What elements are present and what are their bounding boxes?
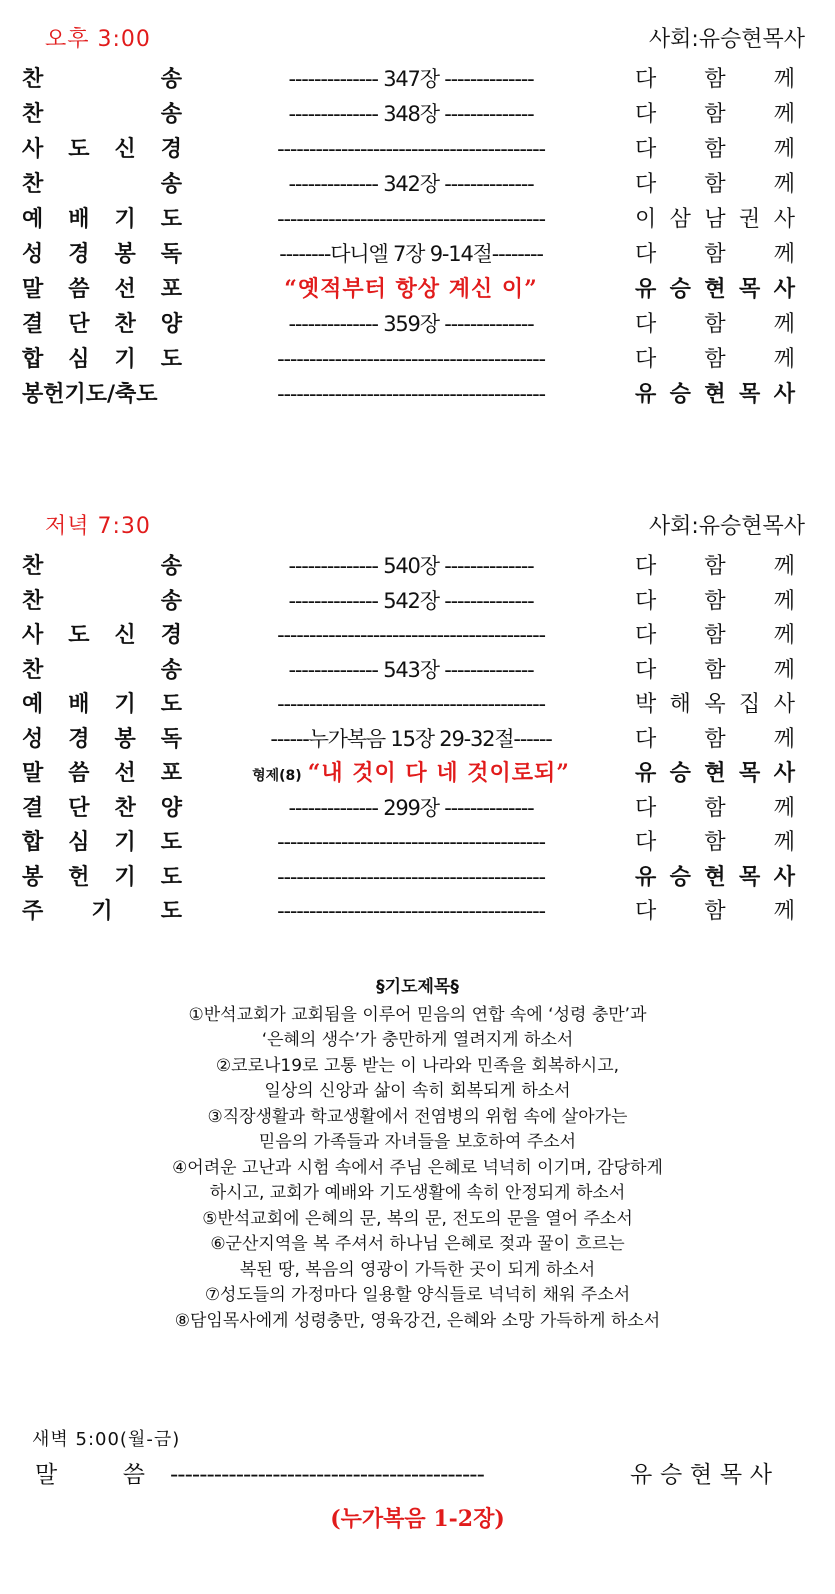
order-leader-char: 다: [635, 172, 657, 197]
order-leader: [635, 894, 795, 929]
order-item-name-char: 경: [68, 726, 90, 752]
order-item-name-char: 심: [68, 347, 90, 372]
dawn-leader-char: 목: [719, 1462, 743, 1488]
order-detail-text: --------다니엘 7장 9-14절--------: [279, 242, 543, 266]
sermon-title: [190, 756, 632, 794]
order-leader: [635, 825, 795, 860]
order-item-name: [22, 97, 182, 132]
prayer-line: ①반석교회가 교회됨을 이루어 믿음의 연합 속에 ‘성령 충만’과: [188, 1004, 647, 1025]
prayer-line: ⑦성도들의 가정마다 일용할 양식들로 넉넉히 채워 주소서: [204, 1285, 631, 1305]
order-item-name-char: 송: [160, 657, 182, 683]
order-detail: [190, 549, 632, 584]
order-item-name-char: 신: [114, 137, 136, 162]
dawn-item-name: [35, 1455, 145, 1495]
prayer-line: ⑤반석교회에 은혜의 문, 복의 문, 전도의 문을 열어 주소서: [202, 1208, 633, 1229]
order-leader-char: 승: [669, 761, 691, 786]
order-detail-text: -------------- 342장 --------------: [288, 172, 534, 196]
prayer-line: ③직장생활과 학교생활에서 전염병의 위험 속에 살아가는: [207, 1106, 628, 1127]
order-item-name-char: 찬: [114, 312, 136, 337]
order-leader-char: 다: [635, 795, 657, 821]
order-leader-char: 다: [635, 830, 657, 855]
prayer-line: 믿음의 가족들과 자녀들을 보호하여 주소서: [258, 1132, 577, 1152]
order-item-name-char: 양: [160, 312, 182, 337]
order-item-name-char: 선: [114, 277, 136, 302]
prayer-topics: [0, 975, 835, 1334]
order-row: [0, 722, 835, 757]
order-row: [0, 894, 835, 929]
order-row: [0, 791, 835, 826]
order-item-name-char: 씀: [68, 277, 90, 302]
sermon-title: [190, 272, 632, 307]
order-detail-text: ------------------------------------------: [277, 623, 545, 647]
order-leader-char: 께: [773, 347, 795, 372]
prayer-line: ④어려운 고난과 시험 속에서 주님 은혜로 넉넉히 이기며, 감당하게: [172, 1157, 663, 1178]
order-item-name-char: 도: [160, 864, 182, 890]
order-detail: [190, 307, 632, 342]
order-leader-char: 함: [704, 137, 726, 162]
order-item-name: [22, 342, 182, 377]
order-detail-text: ------------------------------------------: [277, 899, 545, 923]
order-item-name-char: 찬: [114, 795, 136, 821]
order-item-name-char: 말: [22, 761, 44, 786]
order-item-name-char: 헌: [68, 864, 90, 890]
dawn-item-name-char: 말: [35, 1462, 58, 1488]
order-item-name: [22, 653, 182, 688]
order-detail-text: ------누가복음 15장 29-32절------: [270, 726, 552, 751]
order-leader-char: 께: [773, 795, 795, 821]
order-row: [0, 272, 835, 307]
sermon-title-text: “옛적부터 항상 계신 이”: [284, 276, 538, 302]
order-leader-char: 옥: [704, 692, 726, 717]
order-leader-char: 께: [773, 726, 795, 752]
order-leader-char: 사: [773, 207, 795, 232]
order-leader-char: 현: [704, 382, 726, 407]
order-item-name-char: 도: [160, 899, 182, 924]
order-leader-char: 함: [704, 67, 726, 92]
order-item-name: [22, 722, 182, 757]
order-leader-char: 승: [669, 382, 691, 407]
order-leader-char: 함: [704, 242, 726, 267]
order-row: [0, 584, 835, 619]
order-leader-char: 해: [669, 692, 691, 717]
order-item-name-char: 봉헌기도/축도: [22, 382, 158, 407]
order-item-name-char: 도: [160, 207, 182, 232]
order-item-name-char: 결: [22, 795, 44, 821]
order-item-name-char: 단: [68, 795, 90, 821]
order-leader: [635, 202, 795, 237]
order-leader-char: 다: [635, 588, 657, 614]
dawn-leader-char: 유: [630, 1462, 653, 1488]
order-detail-text: ------------------------------------------: [277, 347, 545, 371]
order-leader-char: 목: [739, 761, 761, 786]
order-item-name-char: 찬: [22, 67, 44, 92]
order-leader: [635, 584, 795, 619]
order-detail: [190, 584, 632, 619]
order-detail-text: -------------- 543장 --------------: [288, 657, 534, 682]
order-detail-text: -------------- 542장 --------------: [288, 588, 534, 613]
order-leader-char: 권: [739, 207, 761, 232]
order-leader-char: 현: [704, 761, 726, 786]
order-leader: [635, 722, 795, 757]
order-leader-char: 함: [704, 899, 726, 924]
order-leader-char: 께: [773, 554, 795, 579]
order-row: [0, 860, 835, 895]
prayer-line: 복된 땅, 복음의 영광이 가득한 곳이 되게 하소서: [239, 1259, 596, 1280]
order-item-name: [22, 307, 182, 342]
order-leader-char: 께: [773, 242, 795, 267]
order-item-name-char: 심: [68, 830, 90, 855]
order-item-name: [22, 167, 182, 202]
order-leader-char: 박: [635, 692, 657, 717]
order-item-name-char: 단: [68, 312, 90, 337]
order-leader: [635, 237, 795, 272]
order-leader: [635, 549, 795, 584]
order-detail-text: -------------- 299장 --------------: [288, 795, 534, 820]
order-item-name-char: 찬: [22, 102, 44, 127]
order-leader: [635, 791, 795, 826]
order-leader-char: 사: [773, 692, 795, 717]
order-item-name-char: 씀: [68, 761, 90, 786]
dawn-row: [0, 1455, 835, 1495]
order-leader: [635, 618, 795, 653]
order-row: [0, 549, 835, 584]
order-leader-char: 함: [704, 623, 726, 648]
order-detail-text: ------------------------------------------: [277, 137, 545, 161]
order-item-name-char: 성: [22, 726, 44, 752]
order-leader: [635, 132, 795, 167]
order-leader-char: 승: [669, 277, 691, 302]
order-detail-text: ------------------------------------------: [277, 207, 545, 231]
order-item-name-char: 결: [22, 312, 44, 337]
order-leader-char: 유: [635, 382, 657, 407]
order-item-name-char: 성: [22, 242, 44, 267]
order-detail-text: ------------------------------------------: [277, 830, 545, 854]
order-leader: [635, 342, 795, 377]
order-leader-char: 함: [704, 554, 726, 579]
prayer-line: ②코로나19로 고통 받는 이 나라와 민족을 회복하시고,: [215, 1055, 620, 1076]
order-item-name: [22, 549, 182, 584]
order-item-name-char: 송: [160, 554, 182, 579]
order-row: [0, 653, 835, 688]
order-leader: [635, 97, 795, 132]
evening-service: [0, 509, 835, 924]
order-detail: [190, 860, 632, 895]
order-item-name-char: 배: [68, 692, 90, 717]
order-item-name-char: 사: [22, 623, 44, 648]
order-item-name-char: 기: [114, 864, 136, 890]
order-detail-text: -------------- 540장 --------------: [288, 554, 534, 578]
order-item-name: [22, 62, 182, 97]
prayer-line: ⑥군산지역을 복 주셔서 하나님 은혜로 젖과 꿀이 흐르는: [210, 1234, 625, 1254]
order-leader-char: 현: [704, 864, 726, 890]
order-item-name-char: 합: [22, 347, 44, 372]
prayer-line: ⑧담임목사에게 성령충만, 영육강건, 은혜와 소망 가득하게 하소서: [174, 1310, 661, 1331]
order-leader-char: 유: [635, 864, 657, 890]
order-leader-char: 다: [635, 899, 657, 924]
order-row: [0, 756, 835, 791]
dawn-scripture: (누가복음 1-2장): [330, 1506, 505, 1532]
order-row: [0, 237, 835, 272]
order-item-name-char: 독: [160, 242, 182, 267]
dawn-leader-char: 승: [659, 1462, 683, 1488]
order-item-name: [22, 756, 182, 791]
order-leader-char: 사: [773, 277, 795, 302]
prayer-title: §기도제목§: [376, 977, 459, 997]
order-detail: [190, 132, 632, 167]
order-leader-char: 다: [635, 137, 657, 162]
order-leader-char: 다: [635, 242, 657, 267]
order-detail: [190, 237, 632, 272]
order-leader-char: 함: [704, 726, 726, 752]
order-item-name: [22, 272, 182, 307]
order-item-name-char: 찬: [22, 554, 44, 579]
order-detail: [190, 167, 632, 202]
order-leader-char: 남: [704, 207, 726, 232]
order-item-name-char: 양: [160, 795, 182, 821]
order-item-name-char: 도: [68, 137, 90, 162]
order-item-name-char: 찬: [22, 657, 44, 683]
order-leader-char: 함: [704, 830, 726, 855]
dawn-time: 새벽 5:00(월-금): [32, 1429, 181, 1450]
order-item-name: [22, 132, 182, 167]
prayer-line: 하시고, 교회가 예배와 기도생활에 속히 안정되게 하소서: [209, 1183, 626, 1203]
order-leader-char: 목: [739, 382, 761, 407]
dawn-leader: [630, 1455, 772, 1495]
order-item-name: [22, 791, 182, 826]
order-item-name-char: 봉: [22, 864, 44, 890]
order-leader-char: 께: [773, 67, 795, 92]
order-leader-char: 께: [773, 899, 795, 924]
prayer-line: 일상의 신앙과 삶이 속히 회복되게 하소서: [264, 1081, 571, 1101]
order-leader-char: 함: [704, 312, 726, 337]
order-item-name-char: 찬: [22, 588, 44, 614]
order-item-name: [22, 618, 182, 653]
order-item-name-char: 도: [68, 623, 90, 648]
order-leader: [635, 860, 795, 895]
evening-time: 저녁 7:30: [45, 514, 151, 539]
order-item-name-char: 찬: [22, 172, 44, 197]
order-leader: [635, 756, 795, 791]
order-leader-char: 사: [773, 864, 795, 890]
order-detail: [190, 62, 632, 97]
order-item-name-char: 도: [160, 692, 182, 717]
order-leader-char: 다: [635, 102, 657, 127]
order-detail-text: -------------- 359장 --------------: [288, 312, 534, 336]
order-leader-char: 사: [773, 382, 795, 407]
order-leader-char: 다: [635, 657, 657, 683]
order-item-name-char: 기: [114, 347, 136, 372]
order-leader-char: 께: [773, 172, 795, 197]
order-leader-char: 집: [739, 692, 761, 717]
dawn-leader-char: 현: [689, 1462, 713, 1488]
afternoon-header: [0, 22, 835, 62]
order-item-name-char: 예: [22, 207, 44, 232]
order-detail: [190, 722, 632, 757]
order-leader-char: 께: [773, 830, 795, 855]
order-leader-char: 께: [773, 102, 795, 127]
order-detail-text: ------------------------------------------: [277, 864, 545, 889]
sermon-title-text: “내 것이 다 네 것이로되”: [307, 760, 570, 786]
order-detail-text: ------------------------------------------: [277, 382, 545, 406]
order-leader-char: 다: [635, 347, 657, 372]
order-item-name-char: 기: [114, 692, 136, 717]
order-item-name-char: 봉: [114, 726, 136, 752]
order-row: [0, 377, 835, 412]
order-item-name-char: 예: [22, 692, 44, 717]
order-row: [0, 825, 835, 860]
order-leader-char: 다: [635, 623, 657, 648]
order-detail: [190, 653, 632, 688]
prayer-list: [0, 1003, 835, 1335]
order-row: [0, 307, 835, 342]
order-leader-char: 함: [704, 347, 726, 372]
order-leader-char: 께: [773, 657, 795, 683]
order-item-name: [22, 202, 182, 237]
order-item-name-char: 기: [114, 207, 136, 232]
order-item-name-char: 말: [22, 277, 44, 302]
sermon-series-label: 형제(8): [252, 768, 302, 784]
order-leader-char: 목: [739, 277, 761, 302]
order-item-name-char: 사: [22, 137, 44, 162]
order-row: [0, 202, 835, 237]
order-leader-char: 승: [669, 864, 691, 890]
order-leader: [635, 377, 795, 412]
order-leader: [635, 62, 795, 97]
order-detail: [190, 618, 632, 653]
afternoon-time: 오후 3:00: [45, 27, 151, 52]
order-leader: [635, 307, 795, 342]
order-leader-char: 목: [739, 864, 761, 890]
order-item-name-char: 기: [91, 899, 113, 924]
order-leader-char: 께: [773, 312, 795, 337]
order-item-name: [22, 860, 182, 895]
prayer-line: ‘은혜의 생수’가 충만하게 열려지게 하소서: [261, 1030, 574, 1050]
order-row: [0, 342, 835, 377]
order-item-name-char: 경: [160, 137, 182, 162]
order-leader: [635, 653, 795, 688]
order-row: [0, 132, 835, 167]
order-item-name-char: 송: [160, 102, 182, 127]
order-item-name-char: 도: [160, 347, 182, 372]
order-leader: [635, 272, 795, 307]
order-item-name-char: 봉: [114, 242, 136, 267]
order-item-name-char: 독: [160, 726, 182, 752]
order-row: [0, 618, 835, 653]
order-detail-text: -------------- 348장 --------------: [288, 102, 534, 126]
order-item-name: [22, 584, 182, 619]
dawn-leader-char: 사: [749, 1462, 772, 1488]
order-detail: [190, 342, 632, 377]
order-detail: [190, 687, 632, 722]
order-leader-char: 께: [773, 623, 795, 648]
order-item-name-char: 송: [160, 588, 182, 614]
evening-host: 사회:유승현목사: [648, 514, 805, 539]
order-leader-char: 다: [635, 67, 657, 92]
evening-header: [0, 509, 835, 549]
order-leader-char: 다: [635, 554, 657, 579]
order-detail: [190, 97, 632, 132]
order-row: [0, 62, 835, 97]
order-item-name-char: 선: [114, 761, 136, 786]
order-item-name-char: 포: [160, 761, 182, 786]
order-detail: [190, 377, 632, 412]
order-leader-char: 다: [635, 726, 657, 752]
order-item-name-char: 신: [114, 623, 136, 648]
order-detail: [190, 791, 632, 826]
dawn-item-name-char: 씀: [122, 1462, 145, 1488]
order-leader-char: 함: [704, 102, 726, 127]
order-detail: [190, 894, 632, 929]
order-leader-char: 다: [635, 312, 657, 337]
order-item-name: [22, 237, 182, 272]
order-item-name: [22, 825, 182, 860]
order-item-name-char: 배: [68, 207, 90, 232]
order-leader-char: 함: [704, 657, 726, 683]
order-leader-char: 현: [704, 277, 726, 302]
order-leader-char: 유: [635, 761, 657, 786]
order-item-name-char: 합: [22, 830, 44, 855]
order-detail: [190, 825, 632, 860]
order-row: [0, 97, 835, 132]
order-detail-text: -------------- 347장 --------------: [288, 67, 534, 91]
order-detail-text: ------------------------------------------: [277, 692, 545, 716]
order-leader-char: 함: [704, 172, 726, 197]
order-item-name-char: 기: [114, 830, 136, 855]
order-leader: [635, 167, 795, 202]
afternoon-host: 사회:유승현목사: [648, 27, 805, 52]
order-item-name-char: 포: [160, 277, 182, 302]
order-item-name: [22, 377, 182, 412]
order-row: [0, 687, 835, 722]
order-leader: [635, 687, 795, 722]
order-item-name-char: 경: [68, 242, 90, 267]
order-item-name-char: 송: [160, 172, 182, 197]
dawn-dash-line: -------------------------------------------: [170, 1462, 484, 1488]
order-detail: [190, 202, 632, 237]
order-leader-char: 께: [773, 137, 795, 162]
order-leader-char: 삼: [669, 207, 691, 232]
order-row: [0, 167, 835, 202]
order-leader-char: 함: [704, 795, 726, 821]
order-item-name-char: 경: [160, 623, 182, 648]
order-leader-char: 사: [773, 761, 795, 786]
order-leader-char: 께: [773, 588, 795, 614]
order-item-name-char: 주: [22, 899, 44, 924]
order-item-name: [22, 687, 182, 722]
order-item-name-char: 송: [160, 67, 182, 92]
order-leader-char: 이: [635, 207, 657, 232]
afternoon-service: [0, 22, 835, 407]
order-leader-char: 함: [704, 588, 726, 614]
order-item-name: [22, 894, 182, 929]
order-leader-char: 유: [635, 277, 657, 302]
order-item-name-char: 도: [160, 830, 182, 855]
